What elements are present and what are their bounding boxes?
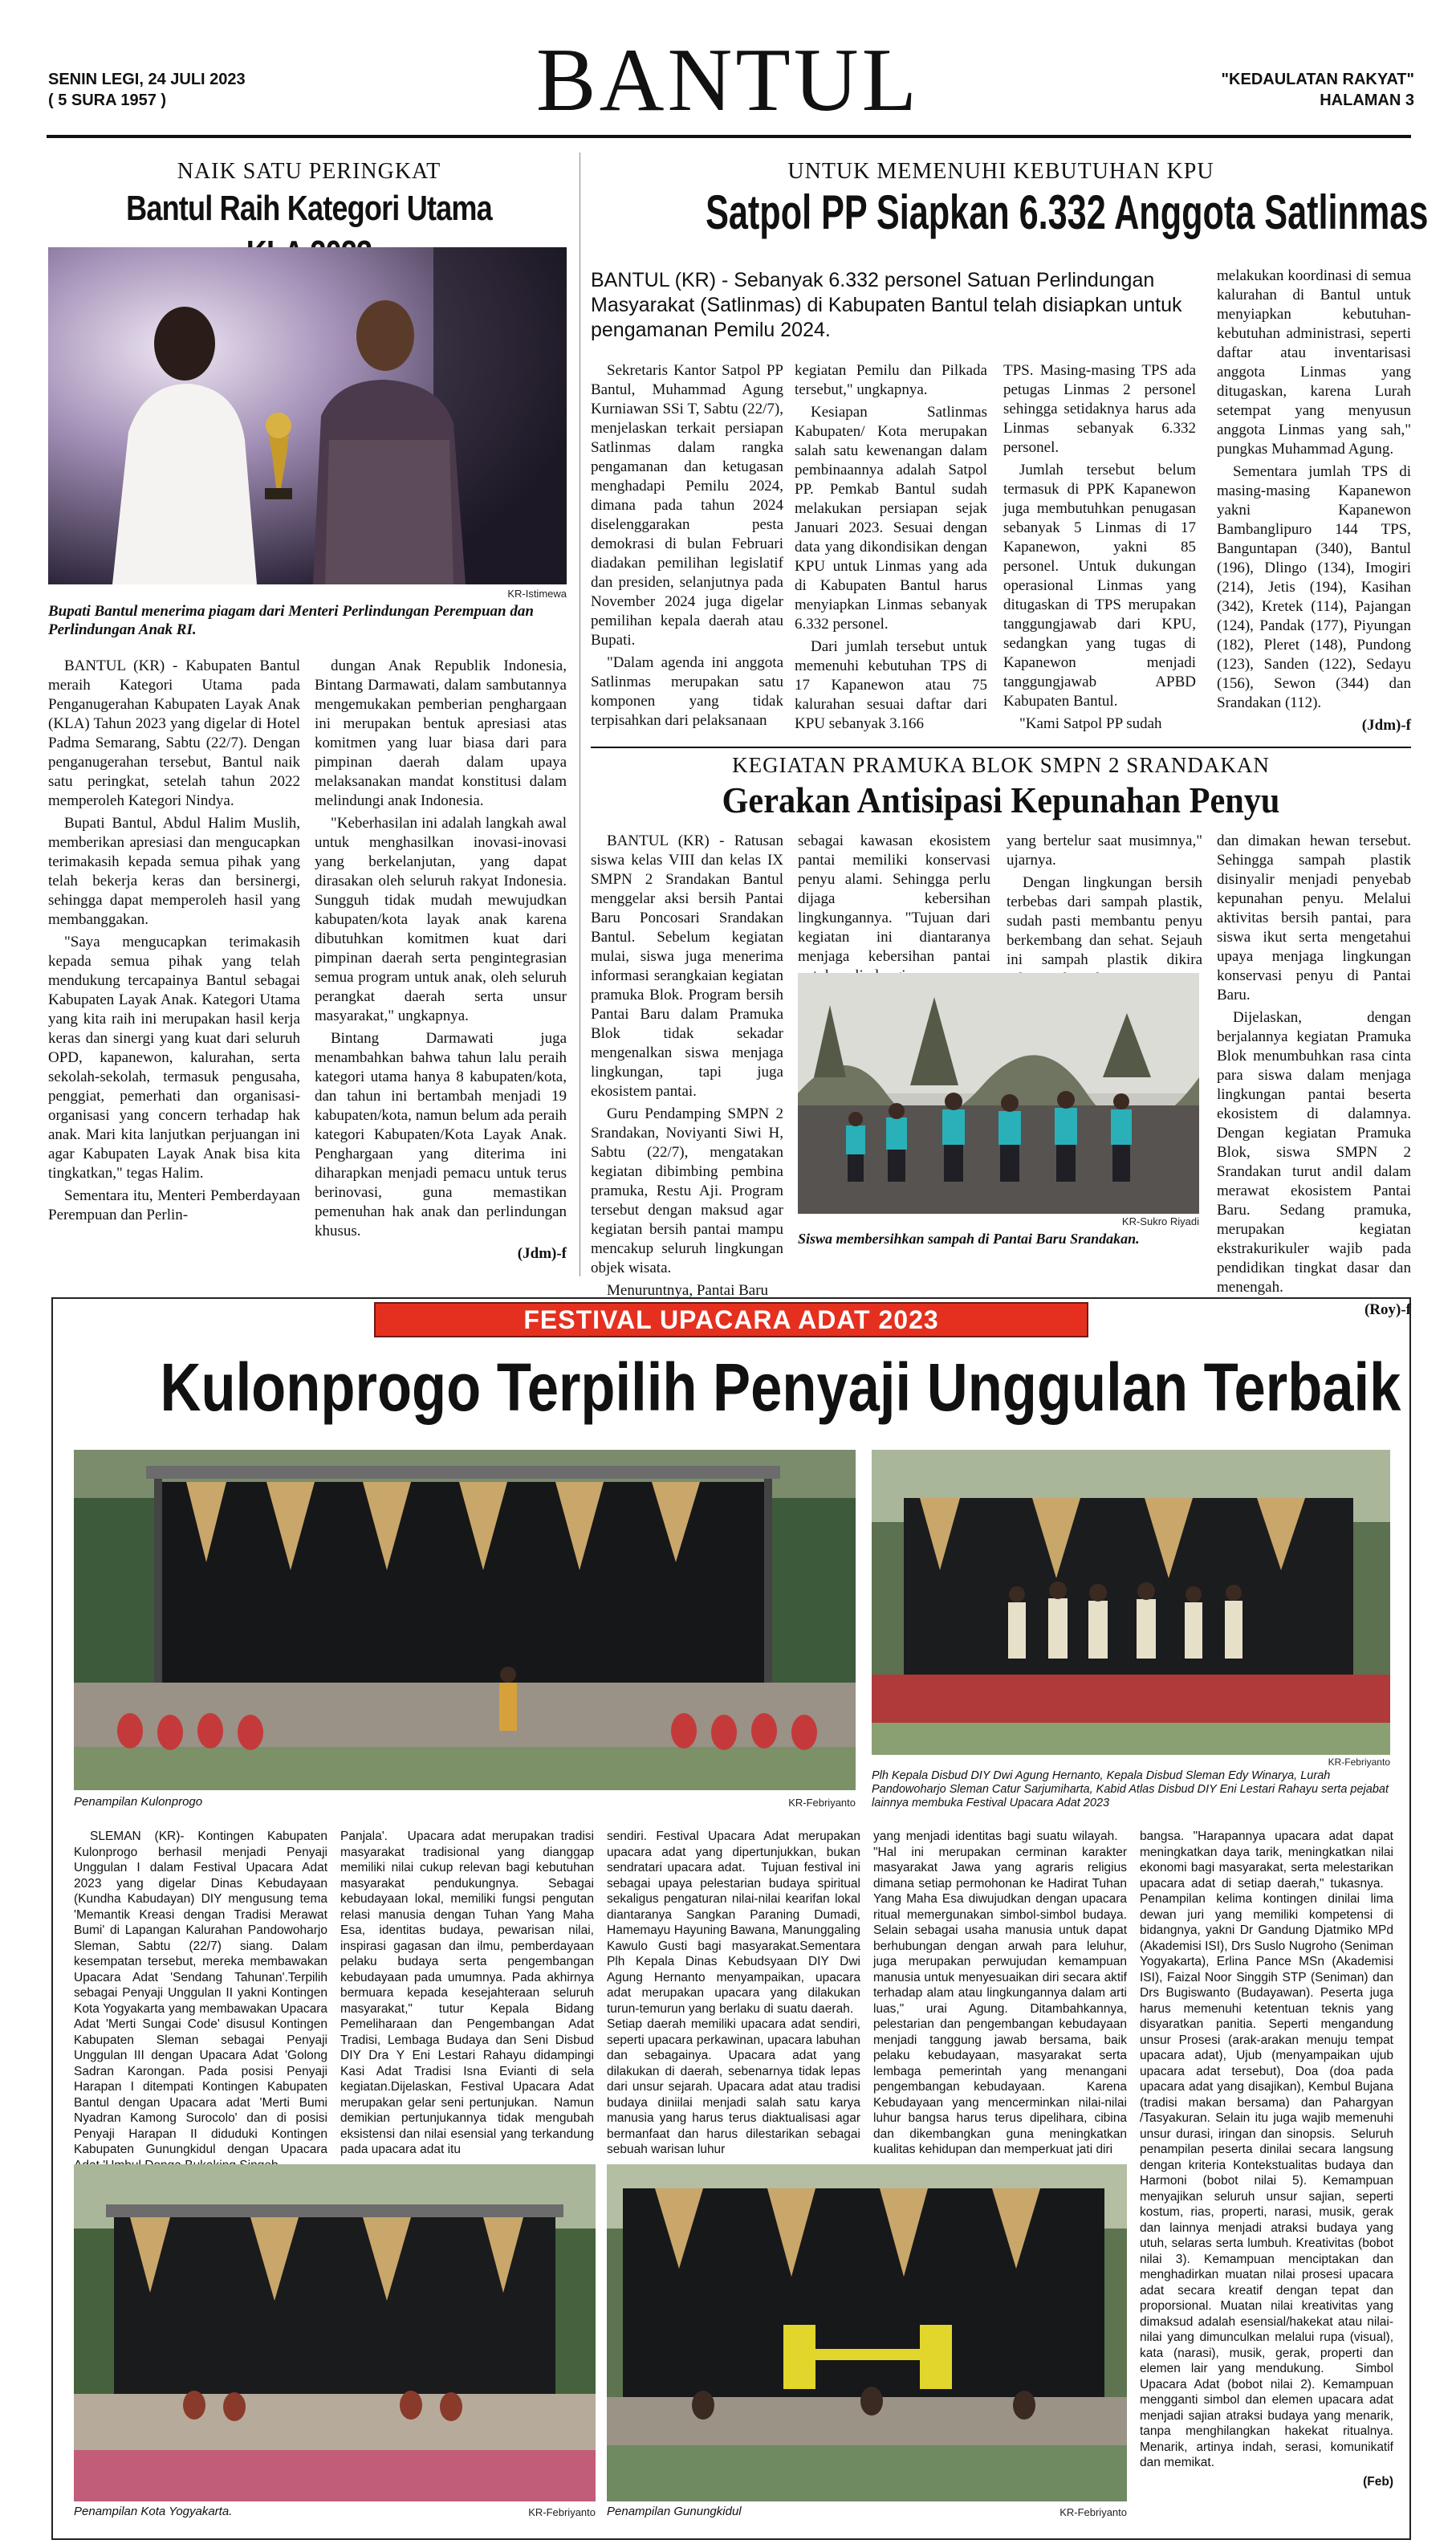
satpol-kicker: UNTUK MEMENUHI KEBUTUHAN KPU [787,159,1214,184]
kla-paragraph: "Saya mengucapkan terimakasih kepada semua pihak yang telah mendukung tercapainya Bantul sebagai Kabupaten Layak Anak. Kategori Utama yang kita raih ini merupakan hasil kerja keras dan sinergi yang kuat dari seluruh OPD, kapanewon, kalurahan, serta sekolah-sekolah, termasuk pengusaha, penggiat, pemerhati dan organisasi-organisasi yang concern terhadap hak anak. Mari kita lanjutkan perjuangan ini agar Kabupaten Layak Anak bisa kita tingkatkan," tegas Halim. [48,934,300,1182]
festival-photo-gunungkidul-credit: KR-Febriyanto [1059,2506,1127,2518]
festival-photo-kulonprogo [74,1450,856,1790]
festival-photo-kulonprogo-caption: Penampilan Kulonprogo [74,1795,203,1809]
festival-headline: Kulonprogo Terpilih Penyaji Unggulan Terbaik [160,1349,1401,1425]
satpol-paragraph: TPS. Masing-masing TPS ada petugas Linmas 2 personel sehingga setidaknya harus ada Linmas sebanyak 6.332 personel. [1003,362,1196,456]
masthead-date: SENIN LEGI, 24 JULI 2023 [48,71,246,88]
satpol-paragraph: Sekretaris Kantor Satpol PP Bantul, Muhammad Agung Kurniawan SSi T, Sabtu (22/7), menjelaskan terkait persiapan Satlinmas dalam rangka pengamanan dan ketugasan menghadapi Pemilu 2024, dimana pada tahun 2024 diselenggarakan pesta demokrasi di bulan Februari diadakan pemilihan legislatif dan presiden, selanjutnya pada November 2024 juga digelar pemilihan kepala daerah atau Bupati. [591,362,783,649]
kla-paragraph: Sementara itu, Menteri Pemberdayaan Perempuan dan Perlin- [48,1187,300,1223]
festival-photo-gunungkidul [607,2164,1127,2501]
festival-column-1 [74,1829,327,2156]
penyu-kicker: KEGIATAN PRAMUKA BLOK SMPN 2 SRANDAKAN [732,753,1270,777]
penyu-photo-credit: KR-Sukro Riyadi [1121,1215,1199,1227]
festival-paragraph: yang menjadi identitas bagi suatu wilayah. "Hal ini merupakan cerminan karakter masyarakat Jawa yang agraris religius dimana setiap permohonan ke Hadirat Tuhan Yang Maha Esa diwujudkan dengan upacara ritual memergunakan simbol-simbol budaya. Selain sebagai usaha manusia untuk dapat berhubungan dengan arwah para leluhur, juga merupakan perwujudan kemampuan manusia untuk menyesuaikan diri secara aktif terhadap alam atau lingkungannya dalam arti luas," urai Agung. Ditambahkannya, pelestarian dan pengembangan kebudayaan menjadi tanggung jawab bersama, baik pelaku kebudayaan, masyarakat serta lembaga pemerintah yang menangani pengembangan kebudayaan. Karena Kebudayaan yang mencerminkan nilai-nilai luhur bangsa harus terus dipelihara, cibina dan dikembangkan guna meningkatkan kualitas kehidupan dan memperkuat jati diri [873,1830,1127,2156]
penyu-byline: (Roy)-f [1364,1301,1411,1318]
section-divider [591,747,1411,748]
penyu-column-2 [798,832,990,970]
kla-paragraph: dungan Anak Republik Indonesia, Bintang Darmawati, dalam sambutannya mengemukakan pemberian penghargaan ini merupakan bentuk apresiasi atas komitmen yang luar biasa dari para pimpinan daerah dalam upaya melaksanakan mandat konstitusi dalam melindungi anak Indonesia. [315,657,567,809]
kla-paragraph: Bupati Bantul, Abdul Halim Muslih, memberikan apresiasi dan mengucapkan terimakasih kepada semua pihak yang telah bekerja keras dan bersinergi, sehingga dapat memperoleh hasil yang membanggakan. [48,815,300,928]
satpol-column-2 [795,361,987,745]
festival-photo-kulonprogo-credit: KR-Febriyanto [788,1797,856,1809]
satpol-paragraph: Dari jumlah tersebut untuk memenuhi kebutuhan TPS di 17 Kapanewon atau 75 kalurahan sesuai daftar dari KPU sebanyak 3.166 [795,638,987,732]
masthead-rule [47,135,1411,138]
penyu-column-1 [591,832,783,1299]
festival-photo-yogyakarta-caption: Penampilan Kota Yogyakarta. [74,2505,233,2518]
festival-column-5 [1140,1829,1393,2513]
masthead-page-number: HALAMAN 3 [1320,92,1414,109]
satpol-column-4 [1217,267,1411,745]
satpol-paragraph: Jumlah tersebut belum termasuk di PPK Kapanewon juga membutuhkan penugasan sebanyak 5 Linmas di 17 Kapanewon, yakni 85 personel. Untuk dukungan operasional Linmas yang ditugaskan di TPS merupakan tanggungjawab dari KPU, sedangkan yang tugas di Kapanewon menjadi tanggungjawab APBD Kabupaten Bantul. [1003,462,1196,710]
satpol-column-3 [1003,361,1196,745]
satpol-paragraph: "Kami Satpol PP sudah [1019,715,1162,732]
festival-paragraph: SLEMAN (KR)- Kontingen Kabupaten Kulonprogo berhasil menjadi Penyaji Unggulan I dalam Festival Upacara Adat 2023 yang digelar Dinas Kebudayaan (Kundha Kabudayan) DIY mengusung tema 'Memantik Kreasi dengan Tradisi Merawat Bumi' di Lapangan Kalurahan Pandowoharjo Sleman, Sabtu (22/7) siang. Dalam kesempatan tersebut, mereka membawakan Upacara Adat 'Sendang Tahunan'.Terpilih sebagai Penyaji Unggulan II yakni Kontingen Kota Yogyakarta yang membawakan Upacara Adat 'Merti Sungai Code' disusul Kontingen Kabupaten Sleman sebagai Penyaji Unggulan III dengan Upacara Adat 'Golong Sadran Karongan. Pada posisi Penyaji Harapan I ditempati Kontingen Kabupaten Bantul dengan Upacara adat 'Merti Bumi Nyadran Kamong Surocolo' dan di posisi Penyaji Harapan II diduduki Kontingen Kabupaten Gunungkidul dengan Upacara [74,1830,327,2156]
kla-paragraph: "Keberhasilan ini adalah langkah awal untuk menghasilkan inovasi-inovasi yang berkelanjutan, yang dapat dirasakan oleh seluruh rakyat Indonesia. Sungguh tidak mudah mewujudkan kabupaten/kota layak anak karena dibutuhkan komitmen kuat dari pimpinan daerah serta pengintegrasian semua program untuk anak, oleh seluruh perangkat daerah serta unsur masyarakat," ungkapnya. [315,815,567,1024]
kla-photo-credit: KR-Istimewa [507,588,567,600]
satpol-column-1 [591,361,783,745]
masthead-title: BANTUL [535,31,921,130]
satpol-paragraph: Kesiapan Satlinmas Kabupaten/ Kota merupakan salah satu kewenangan dalam pembinaannya adalah Satpol PP. Pemkab Bantul sudah melakukan persiapan sejak Januari 2023. Sesuai dengan data yang dikondisikan dengan KPU untuk Linmas yang ada di Kabupaten Bantul harus menyiapkan Linmas sebanyak 6.332 personel. [795,404,987,633]
kla-column-2 [315,657,567,1276]
satpol-paragraph: kegiatan Pemilu dan Pilkada tersebut," ungkapnya. [795,362,987,398]
festival-column-3 [607,1829,860,2156]
kla-kicker: NAIK SATU PERINGKAT [177,159,441,184]
satpol-byline: (Jdm)-f [1361,717,1411,734]
festival-photo-yogyakarta [74,2164,596,2501]
penyu-headline: Gerakan Antisipasi Kepunahan Penyu [722,779,1280,820]
penyu-column-3 [1007,832,1202,970]
penyu-column-4 [1217,832,1411,1318]
festival-banner [374,1302,1088,1337]
penyu-paragraph: Menuruntnya, Pantai Baru [607,1282,769,1299]
festival-paragraph: bangsa. "Harapannya upacara adat dapat meningkatkan daya tarik, meningkatkan nilai ekonomi bagi masyarakat, serta melestarikan upacara adat di setiap daerah," tukasnya. Penampilan kelima kontingen dinilai lima dewan juri yang memiliki kompetensi di bidangnya, yakni Dr Gandung Djatmiko MPd (Akademisi ISI), Drs Suslo Nugroho (Seniman Yogyakarta), Erlina Pance MSn (Akademisi ISI), Faizal Noor Singgih STP (Seniman) dan Drs Bugiswanto (Budayawan). Peserta juga harus memenuhi ketentuan teknis yang disyaratkan panitia. Seperti mengandung unsur Prosesi (arak-arakan menuju tempat upacara adat), Ujub (menyampaikan ujub upacara adat tersebut), Doa (doa pada upacara adat yang disajikan), Kembul Bujana (tradisi makan bersama) dan Pahargyan /Tasyakuran. Selain itu juga wajib memenuhi unsur durasi, iringan dan sinopsis. Seluruh penampilan peserta dinilai secara langsung dengan kriteria Kontekstualitas budaya dan Harmoni (bobot nilai 5). Kemampuan menyajikan seluruh unsur sajian, seperti kostum, rias, properti, narasi, musik, gerak dan lainnya menjadi atraksi budaya yang utuh, selaras serta lumbuh. Kreativitas (bobot nilai 3). Kemampuan menciptakan dan menghadirkan muatan nilai prosesi upacara adat secara kreatif dengan tepat dan proporsional. Muatan nilai kreativitas yang dimaksud adalah esensial/hakekat atau nilai-nilai yang dimunculkan melalui rupa (visual), kata (narasi), musik, gerak, properti dan elemen lair yang mendukung. Simbol Upacara Adat (bobot nilai 2). Kemampuan mengganti simbol dan elemen upacara adat menjadi sajian atraksi budaya yang menarik, tanpa menghilangkan hakekat ritualnya. Menarik, artinya indah, serasi, komunikatif dan memikat. [1140,1830,1393,2469]
satpol-headline: Satpol PP Siapkan 6.332 Anggota Satlinmas [706,185,1429,239]
penyu-photo-caption: Siswa membersihkan sampah di Pantai Baru Srandakan. [798,1231,1140,1247]
festival-banner-text: FESTIVAL UPACARA ADAT 2023 [523,1305,939,1334]
penyu-paragraph: Dengan lingkungan bersih terbebas dari sampah plastik, sudah pasti membantu penyu berkembang dan sehat. Sejauh ini sampah plastik dikira [1007,874,1202,968]
masthead-paper-name: "KEDAULATAN RAKYAT" [1221,71,1414,88]
satpol-paragraph: "Dalam agenda ini anggota Satlinmas merupakan satu komponen yang tidak terpisahkan dari pelaksanaan [591,654,783,729]
penyu-paragraph: Dijelaskan, dengan berjalannya kegiatan Pramuka Blok menumbuhkan rasa cinta para siswa dalam menjaga lingkungan pantai beserta ekosistem di dalamnya. Dengan kegiatan Pramuka Blok, siswa SMPN 2 Srandakan turut andil dalam merawat ekosistem Pantai Baru. Sedang pramuka, merupakan kegiatan ekstrakurikuler wajib pada pendidikan tingkat dasar dan menengah. [1217,1009,1411,1296]
penyu-paragraph: sebagai kawasan ekosistem pantai memiliki konservasi penyu alami. Sehingga perlu dijaga kebersihan lingkungannya. "Tujuan dari kegiatan ini diantaranya menjaga kebersihan pantai [798,832,990,965]
satpol-lead: BANTUL (KR) - Sebanyak 6.332 personel Satuan Perlindungan Masyarakat (Satlinmas) di Kabupaten Bantul telah disiapkan untuk pengamanan Pemilu 2024. [591,269,1182,341]
festival-paragraph: Panjala'. Upacara adat merupakan tradisi masyarakat tradisional yang dianggap memiliki nilai cukup relevan bagi kebutuhan masyarakat pendukungnya. Sebagai kebudayaan lokal, memiliki fungsi pengutan relasi manusia dengan Tuhan Yang Maha Esa, identitas budaya, pewarisan nilai, inspirasi gagasan dan ilmu, pemberdayaan pelaku budaya serta pengembangan kebudayaan pada umumnya. Pada akhirnya bermuara kepada kesejahteraan seluruh masyarakat," tutur Kepala Bidang Pemeliharaan dan Pengembangan Adat Tradisi, Lembaga Budaya dan Seni Disbud DIY Dra Y Eni Lestari Rahayu didampingi Kasi Adat Tradisi Isna Evianti di sela kegiatan.Dijelaskan, Festival Upacara Adat merupakan gelar seni pertunjukan. Namun demikian pertunjukannya tidak mengubah eksistensi dan nilai esensial yang terkandung pada upacara adat itu [340,1830,594,2156]
penyu-paragraph: BANTUL (KR) - Ratusan siswa kelas VIII dan kelas IX SMPN 2 Srandakan Bantul menggelar aksi bersih Pantai Baru Poncosari Srandakan Bantul. Sebelum kegiatan mulai, siswa juga menerima informasi serangkaian kegiatan pramuka Blok. Program bersih Pantai Baru dalam Pramuka Blok tidak sekadar mengenalkan siswa menjaga lingkungan, tapi juga ekosistem pantai. [591,832,783,1100]
kla-paragraph: BANTUL (KR) - Kabupaten Bantul meraih Kategori Utama pada Penganugerahan Kabupaten Layak Anak (KLA) Tahun 2023 yang digelar di Hotel Padma Semarang, Sabtu (22/7). Dengan penganugerahan tersebut, Bantul naik satu peringkat, setelah tahun 2022 memperoleh Kategori Nindya. [48,657,300,809]
festival-column-4 [873,1829,1127,2156]
kla-headline: Bantul Raih Kategori Utama [126,189,492,228]
kla-byline: (Jdm)-f [517,1245,567,1262]
festival-paragraph: sendiri. Festival Upacara Adat merupakan upacara adat yang dipertunjukkan, bukan sendratari upacara adat. Tujuan festival ini sebagai upaya pelestarian budaya spiritual sekaligus pengaturan nilai-nilai kearifan lokal diantaranya Sangkan Paraning Dumadi, Hamemayu Hayuning Bawana, Manunggaling Kawulo Gusti bagi masyarakat.Sementara Plh Kepala Dinas Kebudsyaan DIY Dwi Agung Hernanto menyampaikan, upacara adat merupakan upacara yang dilakukan turun-temurun yang berlaku di suatu daerah. Setiap daerah memiliki upacara adat sendiri, seperti upacara perkawinan, upacara labuhan dan sebagainya. Upacara adat yang dilakukan di daerah, sebenarnya tidak lepas dari unsur sejarah. Upacara adat atau tradisi budaya diniilai menjadi salah satu karya manusia yang harus terus diaktualisasi agar bermanfaat dan harus dilestarikan sebagai sebuah warisan luhur [607,1830,860,2156]
festival-photo-opening-credit: KR-Febriyanto [1328,1756,1390,1768]
kla-column-1 [48,657,300,1276]
satpol-paragraph: Sementara jumlah TPS di masing-masing Kapanewon yakni Kapanewon Bambanglipuro 144 TPS, Banguntapan (340), Bantul (196), Dlingo (134), Imogiri (214), Jetis (194), Kasihan (342), Kretek (114), Pajangan (124), Pandak (177), Piyungan (182), Pleret (148), Pundong (123), Sanden (122), Sedayu (156), Sewon (344) dan Srandakan (112). [1217,463,1411,711]
festival-column-2 [340,1829,594,2156]
festival-photo-gunungkidul-caption: Penampilan Gunungkidul [607,2505,742,2518]
kla-paragraph: Bintang Darmawati juga menambahkan bahwa tahun lalu peraih kategori utama hanya 8 kabupaten/kota, dan tahun ini bertambah menjadi 19 kabupaten/kota, namun belum ada peraih kategori Kabupaten/Kota Layak Anak. Penghargaan yang diterima ini diharapkan menjadi pemacu untuk terus berinovasi, guna memastikan pemenuhan hak anak dan perlindungan khusus. [315,1030,567,1239]
festival-byline: (Feb) [1363,2474,1393,2489]
kla-photo-caption: Bupati Bantul menerima piagam dari Menteri Perlindungan Perempuan dan Perlindungan Anak RI. [48,603,534,638]
penyu-paragraph: dan dimakan hewan tersebut. Sehingga sampah plastik disinyalir menjadi penyebab kepunahan penyu. Melalui aktivitas bersih pantai, para siswa ikut serta mengetahui upaya menjaga lingkungan konservasi penyu di Pantai Baru. [1217,832,1411,1003]
festival-photo-yogyakarta-credit: KR-Febriyanto [528,2506,596,2518]
penyu-photo [798,973,1199,1214]
festival-photo-opening [872,1450,1390,1755]
penyu-paragraph: yang bertelur saat musimnya," ujarnya. [1007,832,1202,869]
penyu-paragraph: Guru Pendamping SMPN 2 Srandakan, Noviyanti Siwi H, Sabtu (22/7), mengatakan kegiatan dibimbing pembina pramuka, Restu Aji. Program tersebut dengan maksud agar kegiatan bersih pantai mampu mencakup seluruh lingkungan objek wisata. [591,1105,783,1276]
festival-photo-opening-caption: Plh Kepala Disbud DIY Dwi Agung Hernanto, Kepala Disbud Sleman Edy Winarya, Lurah Pandowoharjo Sleman Catur Sarjumiharta, Kabid Atlas Disbud DIY Eni Lestari Rahayu serta pejabat lainnya membuka Festival Upacara Adat 2023 [872,1769,1389,1809]
kla-photo [48,247,567,584]
masthead-hijri-date: ( 5 SURA 1957 ) [48,92,167,109]
satpol-paragraph: melakukan koordinasi di semua kalurahan di Bantul untuk menyiapkan kebutuhan-kebutuhan administrasi, seperti daftar atau inventarisasi anggota Linmas yang ditugaskan, karena Lurah setempat yang menyusun anggota Linmas yang sah," pungkas Muhammad Agung. [1217,267,1411,458]
